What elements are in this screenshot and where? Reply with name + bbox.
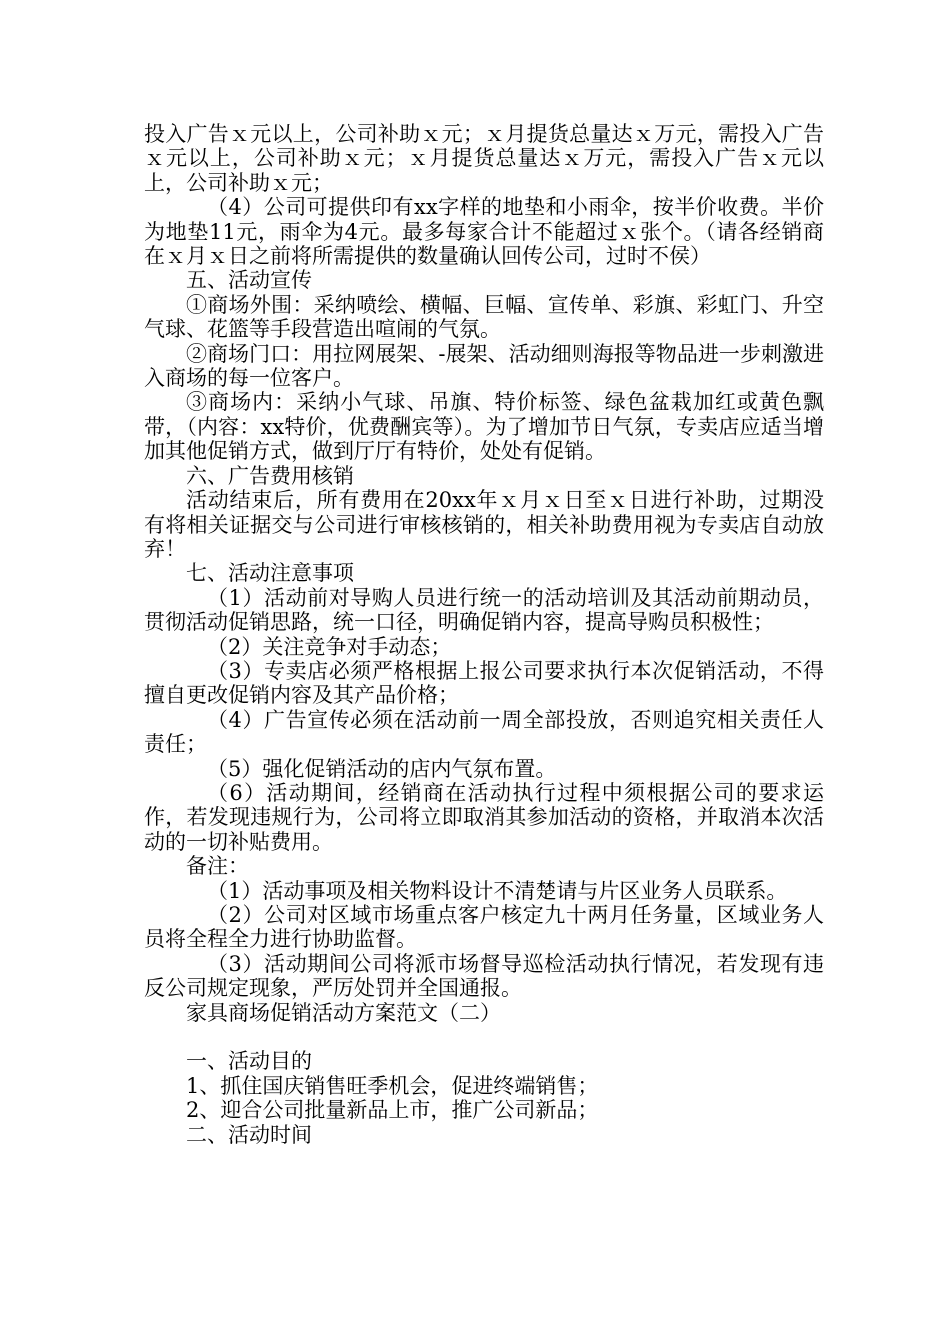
paragraph: （3）活动期间公司将派市场督导巡检活动执行情况，若发现有违反公司规定现象，严厉处罚并全国通报。 [144,951,824,1001]
paragraph: （1）活动事项及相关物料设计不清楚请与片区业务人员联系。 [207,878,788,903]
paragraph: （2）关注竞争对手动态； [207,634,452,659]
paragraph: （4）广告宣传必须在活动前一周全部投放，否则追究相关责任人责任； [144,707,824,757]
paragraph: 七、活动注意事项 [186,561,354,586]
paragraph: 六、广告费用核销 [186,463,354,488]
paragraph: （1）活动前对导购人员进行统一的活动培训及其活动前期动员，贯彻活动促销思路，统一口径，明确促销内容，提高导购员积极性； [144,585,824,635]
paragraph: 二、活动时间 [186,1122,312,1147]
paragraph: （5）强化促销活动的店内气氛布置。 [207,756,557,781]
paragraph: 家具商场促销活动方案范文（二） [186,1000,501,1025]
paragraph: （6）活动期间，经销商在活动执行过程中须根据公司的要求运作，若发现违规行为，公司将立即取消其参加活动的资格，并取消本次活动的一切补贴费用。 [144,780,824,854]
paragraph: （3）专卖店必须严格根据上报公司要求执行本次促销活动，不得擅自更改促销内容及其产品价格； [144,658,824,708]
paragraph: 2、迎合公司批量新品上市，推广公司新品； [186,1098,599,1123]
paragraph: ③商场内：采纳小气球、吊旗、特价标签、绿色盆栽加红或黄色飘带，（内容：xx特价，优费酬宾等）。为了增加节日气氛，专卖店应适当增加其他促销方式，做到厅厅有特价，处处有促销。 [144,390,824,464]
paragraph: 1、抓住国庆销售旺季机会，促进终端销售； [186,1073,599,1098]
paragraph: （4）公司可提供印有xx字样的地垫和小雨伞，按半价收费。半价为地垫11元，雨伞为4元。最多每家合计不能超过ｘ张个。（请各经销商在ｘ月ｘ日之前将所需提供的数量确认回传公司，过时不侯） [144,195,824,269]
paragraph: 投入广告ｘ元以上，公司补助ｘ元；ｘ月提货总量达ｘ万元，需投入广告ｘ元以上，公司补助ｘ元；ｘ月提货总量达ｘ万元，需投入广告ｘ元以上，公司补助ｘ元； [144,122,824,195]
paragraph: 备注： [186,854,249,879]
paragraph: ②商场门口：用拉网展架、-展架、活动细则海报等物品进一步刺激进入商场的每一位客户。 [144,341,824,391]
blank-line [144,1025,824,1049]
paragraph: 五、活动宣传 [186,268,312,293]
paragraph: 活动结束后，所有费用在20xx年ｘ月ｘ日至ｘ日进行补助，过期没有将相关证据交与公司进行审核核销的，相关补助费用视为专卖店自动放弃！ [144,488,824,561]
paragraph: ①商场外围：采纳喷绘、横幅、巨幅、宣传单、彩旗、彩虹门、升空气球、花篮等手段营造出喧闹的气氛。 [144,292,824,342]
paragraph: （2）公司对区域市场重点客户核定九十两月任务量，区域业务人员将全程全力进行协助监督。 [144,903,824,952]
paragraph: 一、活动目的 [186,1049,312,1074]
document-body [144,122,824,1147]
